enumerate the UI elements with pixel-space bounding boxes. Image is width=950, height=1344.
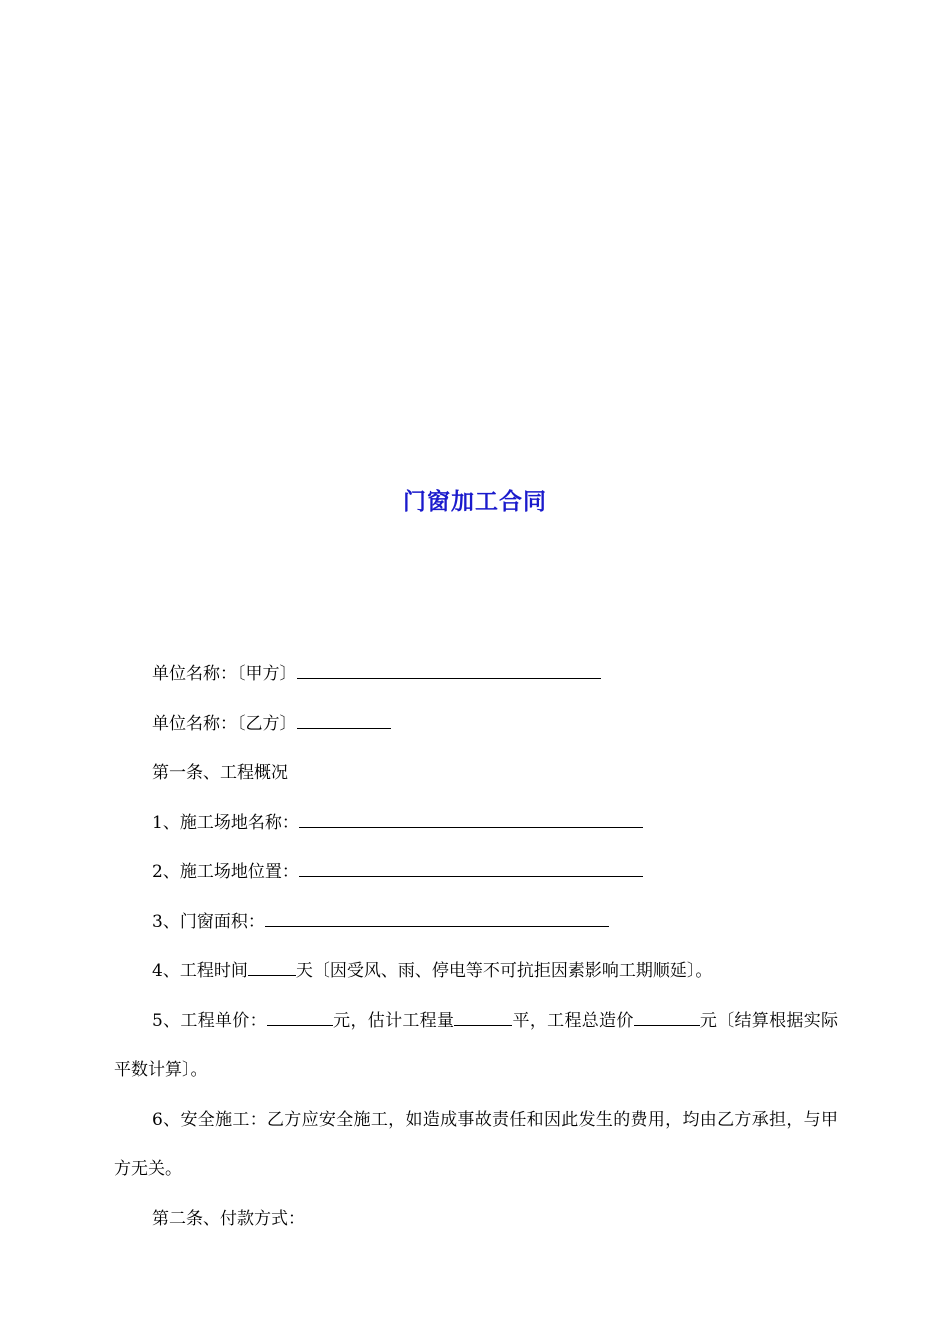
item2-label: 2、施工场地位置： xyxy=(152,862,299,882)
item5-suffix: 元〔结算根据实际平数计算〕。 xyxy=(114,1010,839,1080)
item5-total-blank xyxy=(634,1011,700,1026)
item5-part3: 平，工程总造价 xyxy=(512,1010,634,1031)
party-b-blank xyxy=(297,714,391,729)
article1-heading: 第一条、工程概况 xyxy=(152,763,288,783)
party-a-label: 单位名称：〔甲方〕 xyxy=(152,664,297,684)
item1-blank xyxy=(299,813,643,828)
document-title: 门窗加工合同 xyxy=(403,488,547,515)
item1-line xyxy=(114,799,838,849)
party-a-line xyxy=(114,650,838,700)
party-b-line xyxy=(114,700,838,750)
item5-price-blank xyxy=(267,1011,333,1026)
item2-blank xyxy=(299,862,643,877)
party-a-blank xyxy=(297,664,601,679)
document-body xyxy=(114,650,838,1244)
item1-label: 1、施工场地名称： xyxy=(152,812,299,833)
item5-prefix: 5、工程单价： xyxy=(152,1010,267,1031)
item3-label: 3、门窗面积： xyxy=(152,911,265,932)
item3-line xyxy=(114,898,838,948)
article2-heading: 第二条、付款方式： xyxy=(152,1208,305,1229)
item4-days-blank xyxy=(248,961,296,976)
party-b-label: 单位名称：〔乙方〕 xyxy=(152,713,297,734)
item4-prefix: 4、工程时间 xyxy=(152,961,248,981)
item5-paragraph xyxy=(114,997,838,1096)
item5-part2: 元，估计工程量 xyxy=(332,1010,455,1031)
item5-quantity-blank xyxy=(454,1011,512,1026)
item4-suffix: 天〔因受风、雨、停电等不可抗拒因素影响工期顺延〕。 xyxy=(295,961,713,981)
item4-line xyxy=(114,947,838,997)
item2-line xyxy=(114,848,838,898)
item6-paragraph: 6、安全施工：乙方应安全施工，如造成事故责任和因此发生的费用，均由乙方承担，与甲方无关。 xyxy=(114,1109,838,1179)
item3-blank xyxy=(265,912,609,927)
